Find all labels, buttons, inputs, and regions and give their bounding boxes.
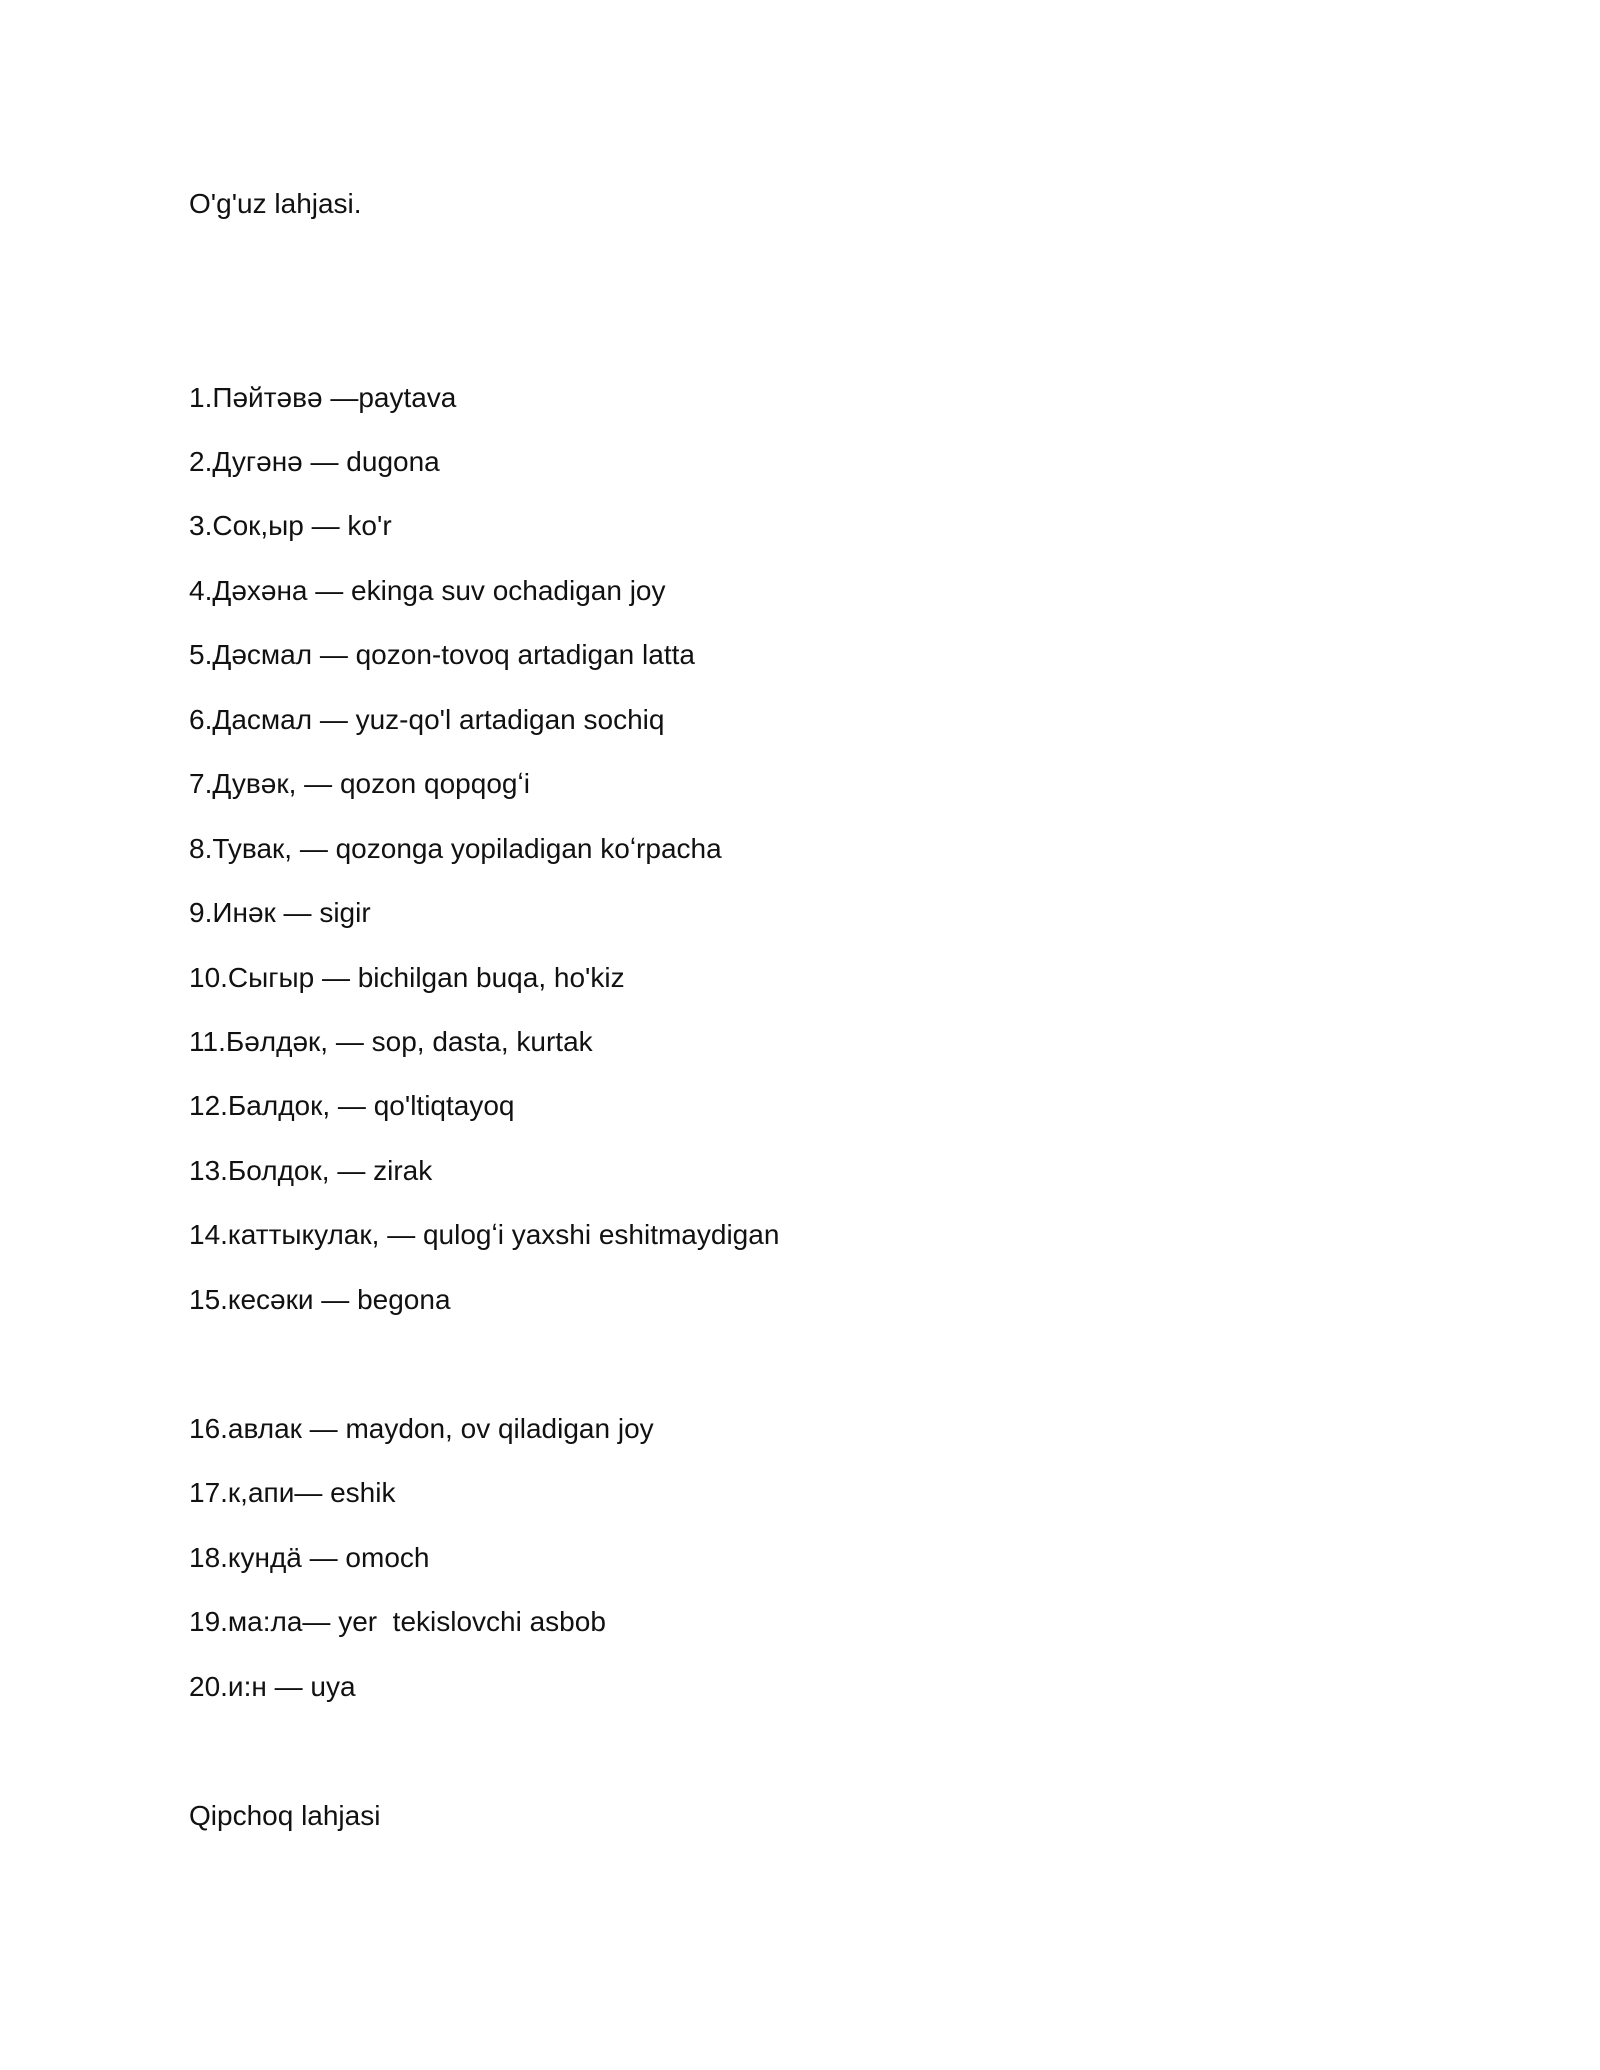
list-item: 6.Дасмал — yuz-qo'l artadigan sochiq [189, 704, 665, 735]
list-item: 9.Инәк — sigir [189, 897, 371, 928]
list-item: 12.Балдок, — qo'ltiqtayoq [189, 1090, 515, 1121]
section-heading-oguz: O'g'uz lahjasi. [189, 188, 362, 219]
list-item: 3.Сок,ыр — ko'r [189, 510, 392, 541]
list-item: 15.кесәки — begona [189, 1284, 451, 1315]
list-item: 13.Болдок, — zirak [189, 1155, 433, 1186]
list-item: 20.и:н — uya [189, 1671, 356, 1702]
list-item: 19.ма:ла— yer tekislovchi asbob [189, 1606, 606, 1637]
list-item: 18.кундӓ — omoch [189, 1542, 430, 1573]
list-item: 16.авлак — maydon, ov qiladigan joy [189, 1413, 654, 1444]
list-item: 5.Дәсмал — qozon-tovoq artadigan latta [189, 639, 695, 670]
list-item: 11.Бәлдәк, — sop, dasta, kurtak [189, 1026, 593, 1057]
list-item: 1.Пәйтәвә —paytava [189, 382, 457, 413]
list-item: 7.Дувәк, — qozon qopqogʻi [189, 768, 530, 799]
list-item: 4.Дәхәна — ekinga suv ochadigan joy [189, 575, 666, 606]
section-heading-qipchoq: Qipchoq lahjasi [189, 1800, 381, 1831]
list-item: 2.Дугәнә — dugona [189, 446, 440, 477]
list-item: 14.каттыкулак, — qulogʻi yaxshi eshitmaydigan [189, 1219, 780, 1250]
list-item: 10.Сыгыр — bichilgan buqa, ho'kiz [189, 962, 625, 993]
list-item: 8.Тувак, — qozonga yopiladigan koʻrpacha [189, 833, 722, 864]
list-item: 17.к,апи— eshik [189, 1477, 396, 1508]
